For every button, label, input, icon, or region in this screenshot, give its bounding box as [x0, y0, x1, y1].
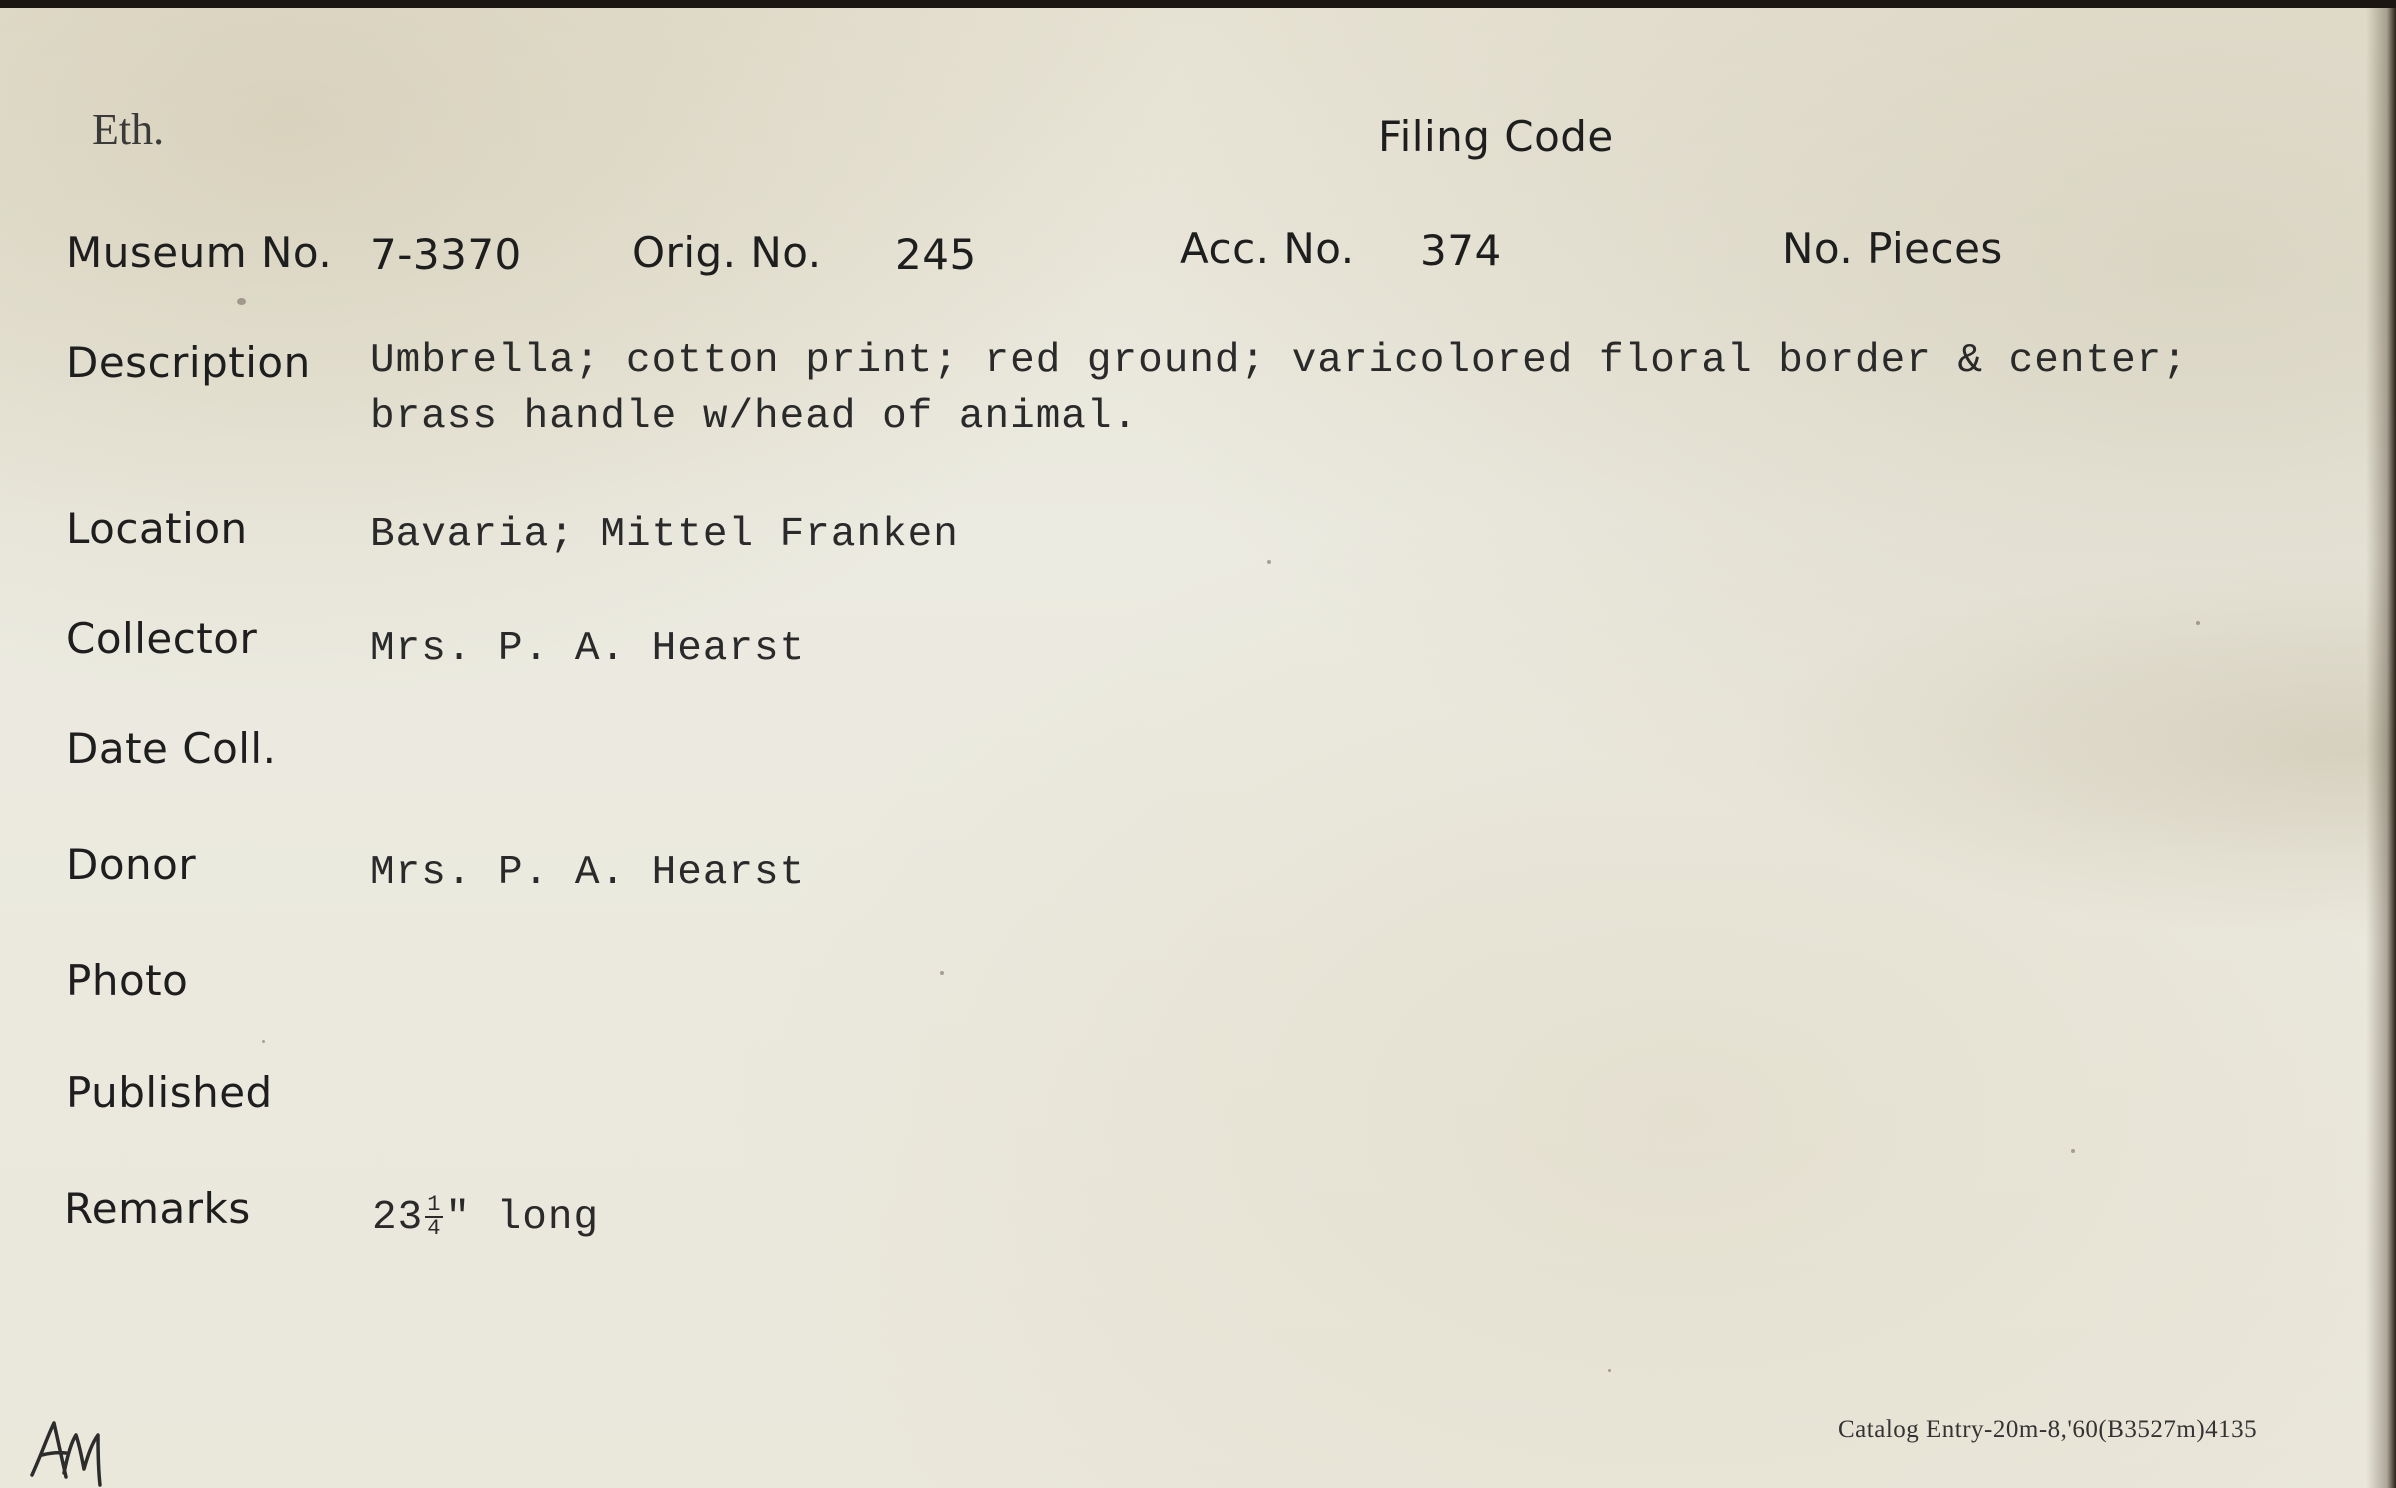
no-pieces-label: No. Pieces [1782, 224, 2003, 273]
location-label: Location [66, 504, 248, 553]
collector-value: Mrs. P. A. Hearst [370, 626, 806, 672]
department-label: Eth. [92, 105, 165, 154]
orig-no-label: Orig. No. [632, 228, 822, 277]
remarks-whole: 23 [372, 1194, 424, 1241]
remarks-fraction [425, 1194, 443, 1240]
handwritten-initials [28, 1413, 118, 1488]
acc-no-value: 374 [1420, 226, 1502, 275]
photo-label: Photo [66, 956, 189, 1005]
description-line-1: Umbrella; cotton print; red ground; varicolored floral border & center; [370, 338, 2188, 384]
collector-label: Collector [66, 614, 258, 663]
paper-speck [1608, 1369, 1611, 1372]
published-label: Published [66, 1068, 273, 1117]
paper-speck [262, 1040, 265, 1043]
description-line-2: brass handle w/head of animal. [370, 394, 1139, 440]
remarks-value [372, 1194, 599, 1241]
catalog-entry-footer: Catalog Entry-20m-8,'60(B3527m)4135 [1838, 1416, 2258, 1443]
paper-speck [940, 971, 944, 975]
remarks-suffix: " long [445, 1194, 600, 1241]
paper-speck [1267, 560, 1271, 564]
remarks-fraction-denominator: 4 [427, 1216, 442, 1241]
paper-speck [2071, 1149, 2075, 1153]
filing-code-label: Filing Code [1378, 112, 1614, 161]
acc-no-label: Acc. No. [1180, 224, 1355, 273]
date-coll-label: Date Coll. [66, 724, 277, 773]
paper-speck [2196, 621, 2200, 625]
paper-speck [237, 298, 246, 305]
description-label: Description [66, 338, 311, 387]
location-value: Bavaria; Mittel Franken [370, 512, 959, 558]
remarks-fraction-numerator: 1 [427, 1192, 442, 1217]
museum-no-value: 7-3370 [370, 230, 522, 279]
donor-value: Mrs. P. A. Hearst [370, 850, 806, 896]
museum-no-label: Museum No. [66, 228, 333, 277]
donor-label: Donor [66, 840, 197, 889]
remarks-label: Remarks [64, 1184, 251, 1233]
orig-no-value: 245 [895, 230, 977, 279]
